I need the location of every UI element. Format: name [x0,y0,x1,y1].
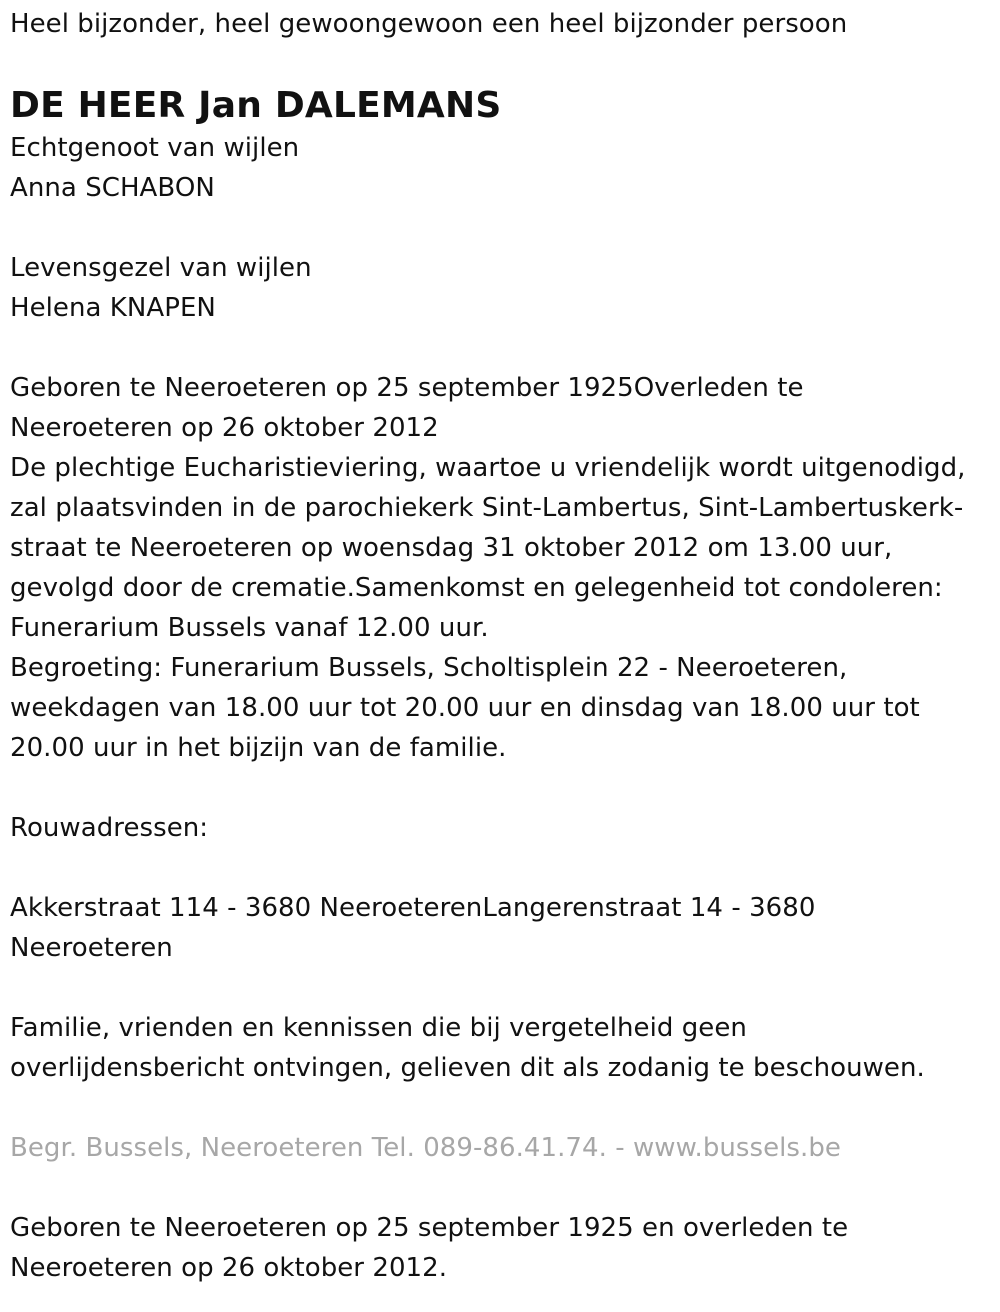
notice-line: overlijdensbericht ontvingen, gelieven dit als zodanig te beschouwen. [10,1053,925,1083]
notice-line: Familie, vrienden en kennissen die bij vergetelheid geen [10,1013,747,1043]
birth-death-line: Neeroeteren op 26 oktober 2012 [10,413,439,443]
partner-name: Helena KNAPEN [10,293,216,323]
tagline: Heel bijzonder, heel gewoongewoon een heel bijzonder persoon [10,9,848,39]
spacer [10,1168,990,1208]
spouse-relation: Echtgenoot van wijlen [10,133,300,163]
deceased-name: DE HEER Jan DALEMANS [10,85,502,126]
address-line: Akkerstraat 114 - 3680 NeeroeterenLangerenstraat 14 - 3680 [10,893,816,923]
ceremony-line: Funerarium Bussels vanaf 12.00 uur. [10,613,489,643]
spacer [10,848,990,888]
spouse-name: Anna SCHABON [10,173,215,203]
summary-line: Geboren te Neeroeteren op 25 september 1925 en overleden te [10,1213,849,1243]
ceremony-line: gevolgd door de crematie.Samenkomst en gelegenheid tot condoleren: [10,573,943,603]
undertaker-contact: Begr. Bussels, Neeroeteren Tel. 089-86.41.74. - www.bussels.be [10,1133,841,1163]
ceremony-line: zal plaatsvinden in de parochiekerk Sint-Lambertus, Sint-Lambertuskerk- [10,493,964,523]
spacer [10,768,990,808]
spacer [10,328,990,368]
address-line: Neeroeteren [10,933,173,963]
ceremony-line: De plechtige Eucharistieviering, waartoe u vriendelijk wordt uitgenodigd, [10,453,966,483]
partner-relation: Levensgezel van wijlen [10,253,312,283]
birth-death-line: Geboren te Neeroeteren op 25 september 1925Overleden te [10,373,804,403]
obituary-page [0,4,1000,1312]
visitation-line: Begroeting: Funerarium Bussels, Scholtisplein 22 - Neeroeteren, [10,653,848,683]
visitation-line: weekdagen van 18.00 uur tot 20.00 uur en dinsdag van 18.00 uur tot [10,693,920,723]
spacer [10,968,990,1008]
ceremony-line: straat te Neeroeteren op woensdag 31 oktober 2012 om 13.00 uur, [10,533,893,563]
addresses-label: Rouwadressen: [10,813,209,843]
visitation-line: 20.00 uur in het bijzijn van de familie. [10,733,507,763]
summary-line: Neeroeteren op 26 oktober 2012. [10,1253,448,1283]
spacer [10,1088,990,1128]
spacer [10,208,990,248]
